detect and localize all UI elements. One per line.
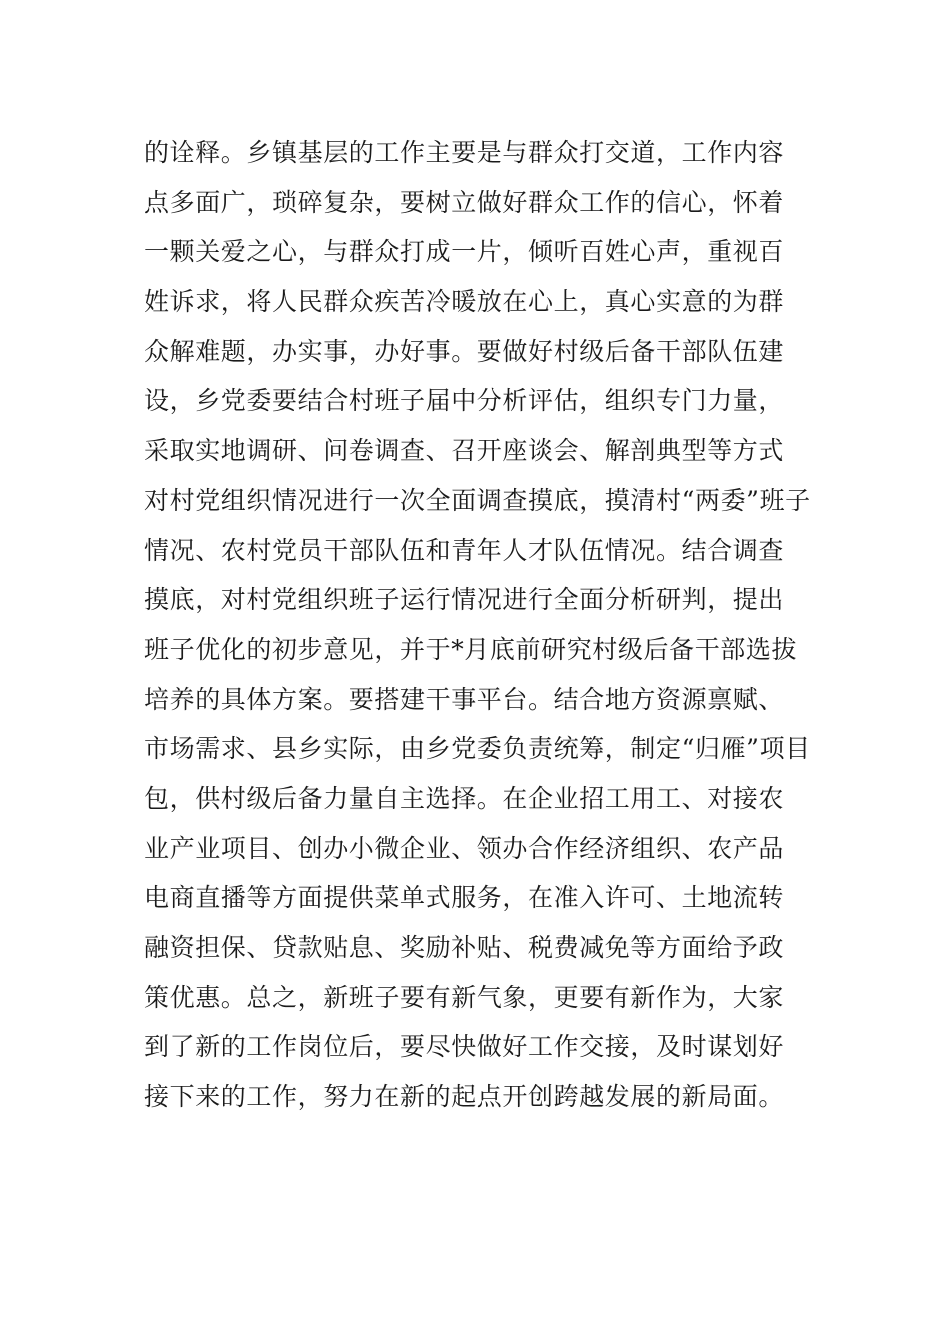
text-line: 包，供村级后备力量自主选择。在企业招工用工、对接农: [144, 783, 785, 813]
text-line: 点多面广，琐碎复杂，要树立做好群众工作的信心，怀着: [144, 187, 785, 217]
text-line: 设，乡党委要结合村班子届中分析评估，组织专门力量，: [144, 386, 785, 416]
text-line: 电商直播等方面提供菜单式服务，在准入许可、土地流转: [144, 883, 785, 913]
text-line: 众解难题，办实事，办好事。要做好村级后备干部队伍建: [144, 336, 785, 366]
text-line: 摸底，对村党组织班子运行情况进行全面分析研判，提出: [144, 585, 785, 615]
text-line: 培养的具体方案。要搭建干事平台。结合地方资源禀赋、: [144, 684, 785, 714]
text-line: 班子优化的初步意见，并于*月底前研究村级后备干部选拔: [144, 634, 798, 664]
text-line: 采取实地调研、问卷调查、召开座谈会、解剖典型等方式: [144, 436, 785, 466]
text-line: 姓诉求，将人民群众疾苦冷暖放在心上，真心实意的为群: [144, 287, 785, 317]
text-line: 业产业项目、创办小微企业、领办合作经济组织、农产品: [144, 833, 785, 863]
text-line: 到了新的工作岗位后，要尽快做好工作交接，及时谋划好: [144, 1032, 785, 1062]
text-line: 的诠释。乡镇基层的工作主要是与群众打交道，工作内容: [144, 138, 785, 167]
text-line: 一颗关爱之心，与群众打成一片，倾听百姓心声，重视百: [144, 237, 785, 267]
text-line: 融资担保、贷款贴息、奖励补贴、税费减免等方面给予政: [144, 933, 785, 962]
body-paragraph: [144, 128, 816, 1122]
text-line: 接下来的工作，努力在新的起点开创跨越发展的新局面。: [144, 1082, 785, 1112]
text-line: 策优惠。总之，新班子要有新气象，更要有新作为，大家: [144, 982, 785, 1012]
text-line: 对村党组织情况进行一次全面调查摸底，摸清村“两委”班子: [144, 485, 811, 515]
text-line: 情况、农村党员干部队伍和青年人才队伍情况。结合调查: [144, 535, 785, 565]
text-line: 市场需求、县乡实际，由乡党委负责统筹，制定“归雁”项目: [144, 734, 811, 764]
